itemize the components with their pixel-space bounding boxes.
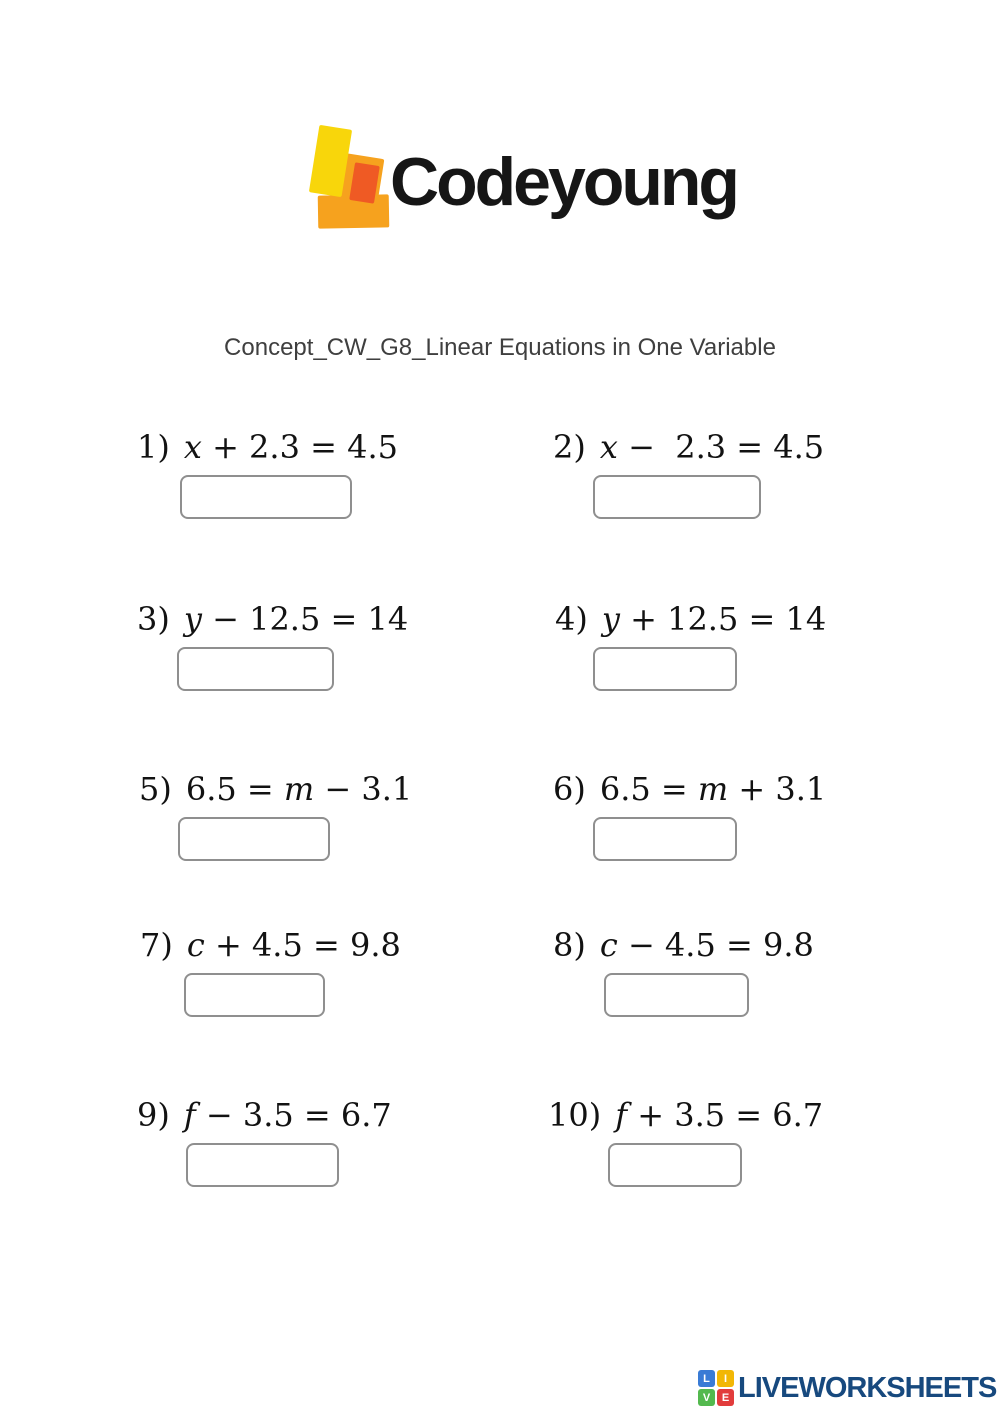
problem-number: 4)	[555, 600, 588, 638]
codeyoung-wordmark: Codeyoung	[390, 144, 737, 220]
equation-text	[553, 923, 814, 967]
problem-number: 9)	[137, 1096, 170, 1134]
answer-input-4[interactable]	[593, 647, 737, 691]
equation-variable: m	[283, 770, 315, 808]
equation-text	[137, 597, 408, 641]
answer-input-5[interactable]	[178, 817, 330, 861]
answer-input-6[interactable]	[593, 817, 737, 861]
problem-number: 5)	[139, 770, 172, 808]
problem-number: 6)	[553, 770, 586, 808]
liveworksheets-icon	[698, 1370, 734, 1406]
liveworksheets-wordmark: LIVEWORKSHEETS	[738, 1371, 997, 1404]
equation-suffix: − 2.3 = 4.5	[617, 428, 825, 466]
equation-text	[137, 425, 398, 469]
equation-variable: x	[183, 428, 202, 466]
equation-variable: c	[186, 926, 205, 964]
problem-item-2	[553, 425, 824, 519]
icon-tile-i: I	[717, 1370, 734, 1387]
icon-tile-v: V	[698, 1389, 715, 1406]
equation-suffix: − 3.1	[314, 770, 413, 808]
answer-input-10[interactable]	[608, 1143, 742, 1187]
answer-input-9[interactable]	[186, 1143, 339, 1187]
problem-item-7	[140, 923, 401, 1017]
equation-variable: m	[697, 770, 729, 808]
answer-input-7[interactable]	[184, 973, 325, 1017]
equation-text	[553, 767, 826, 811]
equation-variable: y	[601, 600, 620, 638]
equation-suffix: − 3.5 = 6.7	[195, 1096, 392, 1134]
problem-number: 7)	[140, 926, 173, 964]
equation-text	[555, 597, 826, 641]
equation-suffix: + 2.3 = 4.5	[201, 428, 398, 466]
answer-input-8[interactable]	[604, 973, 749, 1017]
equation-text	[137, 1093, 392, 1137]
equation-text	[139, 767, 412, 811]
equation-text	[140, 923, 401, 967]
equation-suffix: + 3.5 = 6.7	[627, 1096, 824, 1134]
icon-tile-e: E	[717, 1389, 734, 1406]
equation-suffix: + 12.5 = 14	[619, 600, 827, 638]
equation-variable: f	[183, 1096, 196, 1134]
problem-item-10	[548, 1093, 823, 1187]
problem-item-8	[553, 923, 814, 1017]
equation-prefix: 6.5 =	[185, 770, 284, 808]
problem-item-1	[137, 425, 398, 519]
answer-input-1[interactable]	[180, 475, 352, 519]
equation-variable: y	[183, 600, 202, 638]
answer-input-3[interactable]	[177, 647, 334, 691]
problem-item-3	[137, 597, 408, 691]
problem-item-5	[139, 767, 412, 861]
problem-item-9	[137, 1093, 392, 1187]
problem-number: 3)	[137, 600, 170, 638]
equation-suffix: − 4.5 = 9.8	[617, 926, 814, 964]
problem-number: 8)	[553, 926, 586, 964]
problem-number: 1)	[137, 428, 170, 466]
equation-variable: c	[599, 926, 618, 964]
liveworksheets-logo-link[interactable]	[698, 1370, 996, 1406]
equation-prefix: 6.5 =	[599, 770, 698, 808]
codeyoung-logo	[0, 0, 1000, 260]
answer-input-2[interactable]	[593, 475, 761, 519]
worksheet-title: Concept_CW_G8_Linear Equations in One Variable	[224, 334, 776, 361]
equation-variable: f	[615, 1096, 628, 1134]
equation-text	[553, 425, 824, 469]
equation-suffix: + 3.1	[728, 770, 827, 808]
problem-number: 2)	[553, 428, 586, 466]
equation-suffix: − 12.5 = 14	[201, 600, 409, 638]
problem-number: 10)	[548, 1096, 602, 1134]
equation-text	[548, 1093, 823, 1137]
problem-item-4	[555, 597, 826, 691]
equation-variable: x	[599, 428, 618, 466]
equation-suffix: + 4.5 = 9.8	[204, 926, 401, 964]
icon-tile-l: L	[698, 1370, 715, 1387]
problem-item-6	[553, 767, 826, 861]
